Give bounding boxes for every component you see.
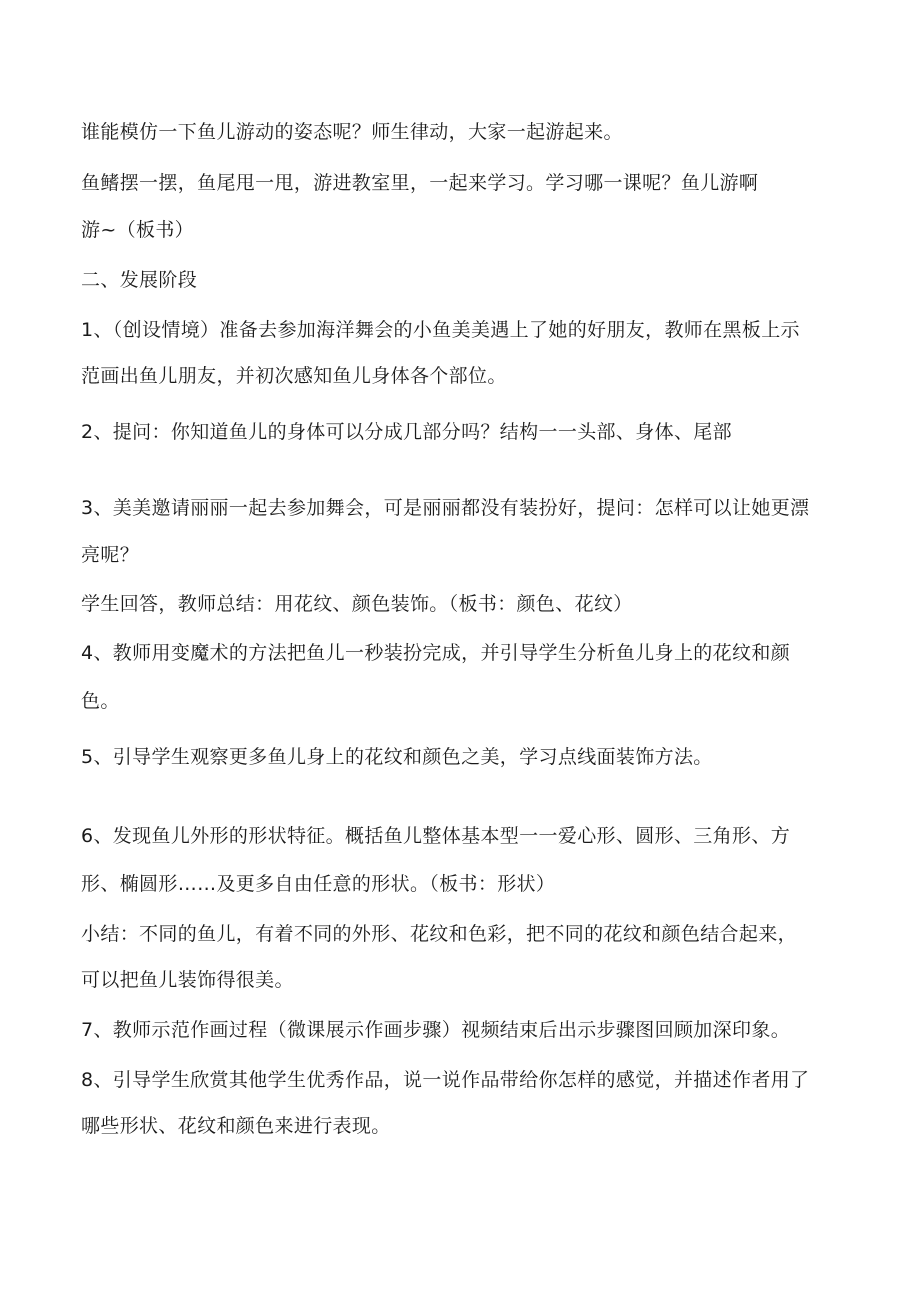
text-line: 2、提问：你知道鱼儿的身体可以分成几部分吗？结构一一头部、身体、尾部 — [81, 421, 732, 443]
text-line: 游~（板书） — [81, 219, 195, 241]
text-line: 小结：不同的鱼儿，有着不同的外形、花纹和色彩，把不同的花纹和颜色结合起来， — [81, 923, 797, 945]
text-line: 6、发现鱼儿外形的形状特征。概括鱼儿整体基本型一一爱心形、圆形、三角形、方 — [81, 825, 791, 847]
text-line: 亮呢？ — [81, 544, 140, 566]
text-line: 鱼鳍摆一摆，鱼尾甩一甩，游进教室里，一起来学习。学习哪一课呢？鱼儿游啊 — [81, 172, 759, 194]
text-line: 1、（创设情境）准备去参加海洋舞会的小鱼美美遇上了她的好朋友，教师在黑板上示 — [81, 319, 800, 341]
text-line: 5、引导学生观察更多鱼儿身上的花纹和颜色之美，学习点线面装饰方法。 — [81, 746, 713, 768]
section-heading: 二、发展阶段 — [81, 269, 198, 291]
text-line: 哪些形状、花纹和颜色来进行表现。 — [81, 1115, 391, 1137]
text-line: 色。 — [81, 690, 120, 712]
text-line: 范画出鱼儿朋友，并初次感知鱼儿身体各个部位。 — [81, 365, 507, 387]
text-line: 4、教师用变魔术的方法把鱼儿一秒装扮完成，并引导学生分析鱼儿身上的花纹和颜 — [81, 642, 791, 664]
text-line: 3、美美邀请丽丽一起去参加舞会，可是丽丽都没有装扮好，提问：怎样可以让她更漂 — [81, 497, 810, 519]
text-line: 学生回答，教师总结：用花纹、颜色装饰。（板书：颜色、花纹） — [81, 593, 633, 615]
text-line: 谁能模仿一下鱼儿游动的姿态呢？师生律动，大家一起游起来。 — [81, 121, 623, 143]
text-line: 8、引导学生欣赏其他学生优秀作品，说一说作品带给你怎样的感觉，并描述作者用了 — [81, 1069, 810, 1091]
text-line: 可以把鱼儿装饰得很美。 — [81, 969, 294, 991]
text-line: 7、教师示范作画过程（微课展示作画步骤）视频结束后出示步骤图回顾加深印象。 — [81, 1019, 791, 1041]
text-line: 形、椭圆形……及更多自由任意的形状。（板书：形状） — [81, 873, 556, 895]
